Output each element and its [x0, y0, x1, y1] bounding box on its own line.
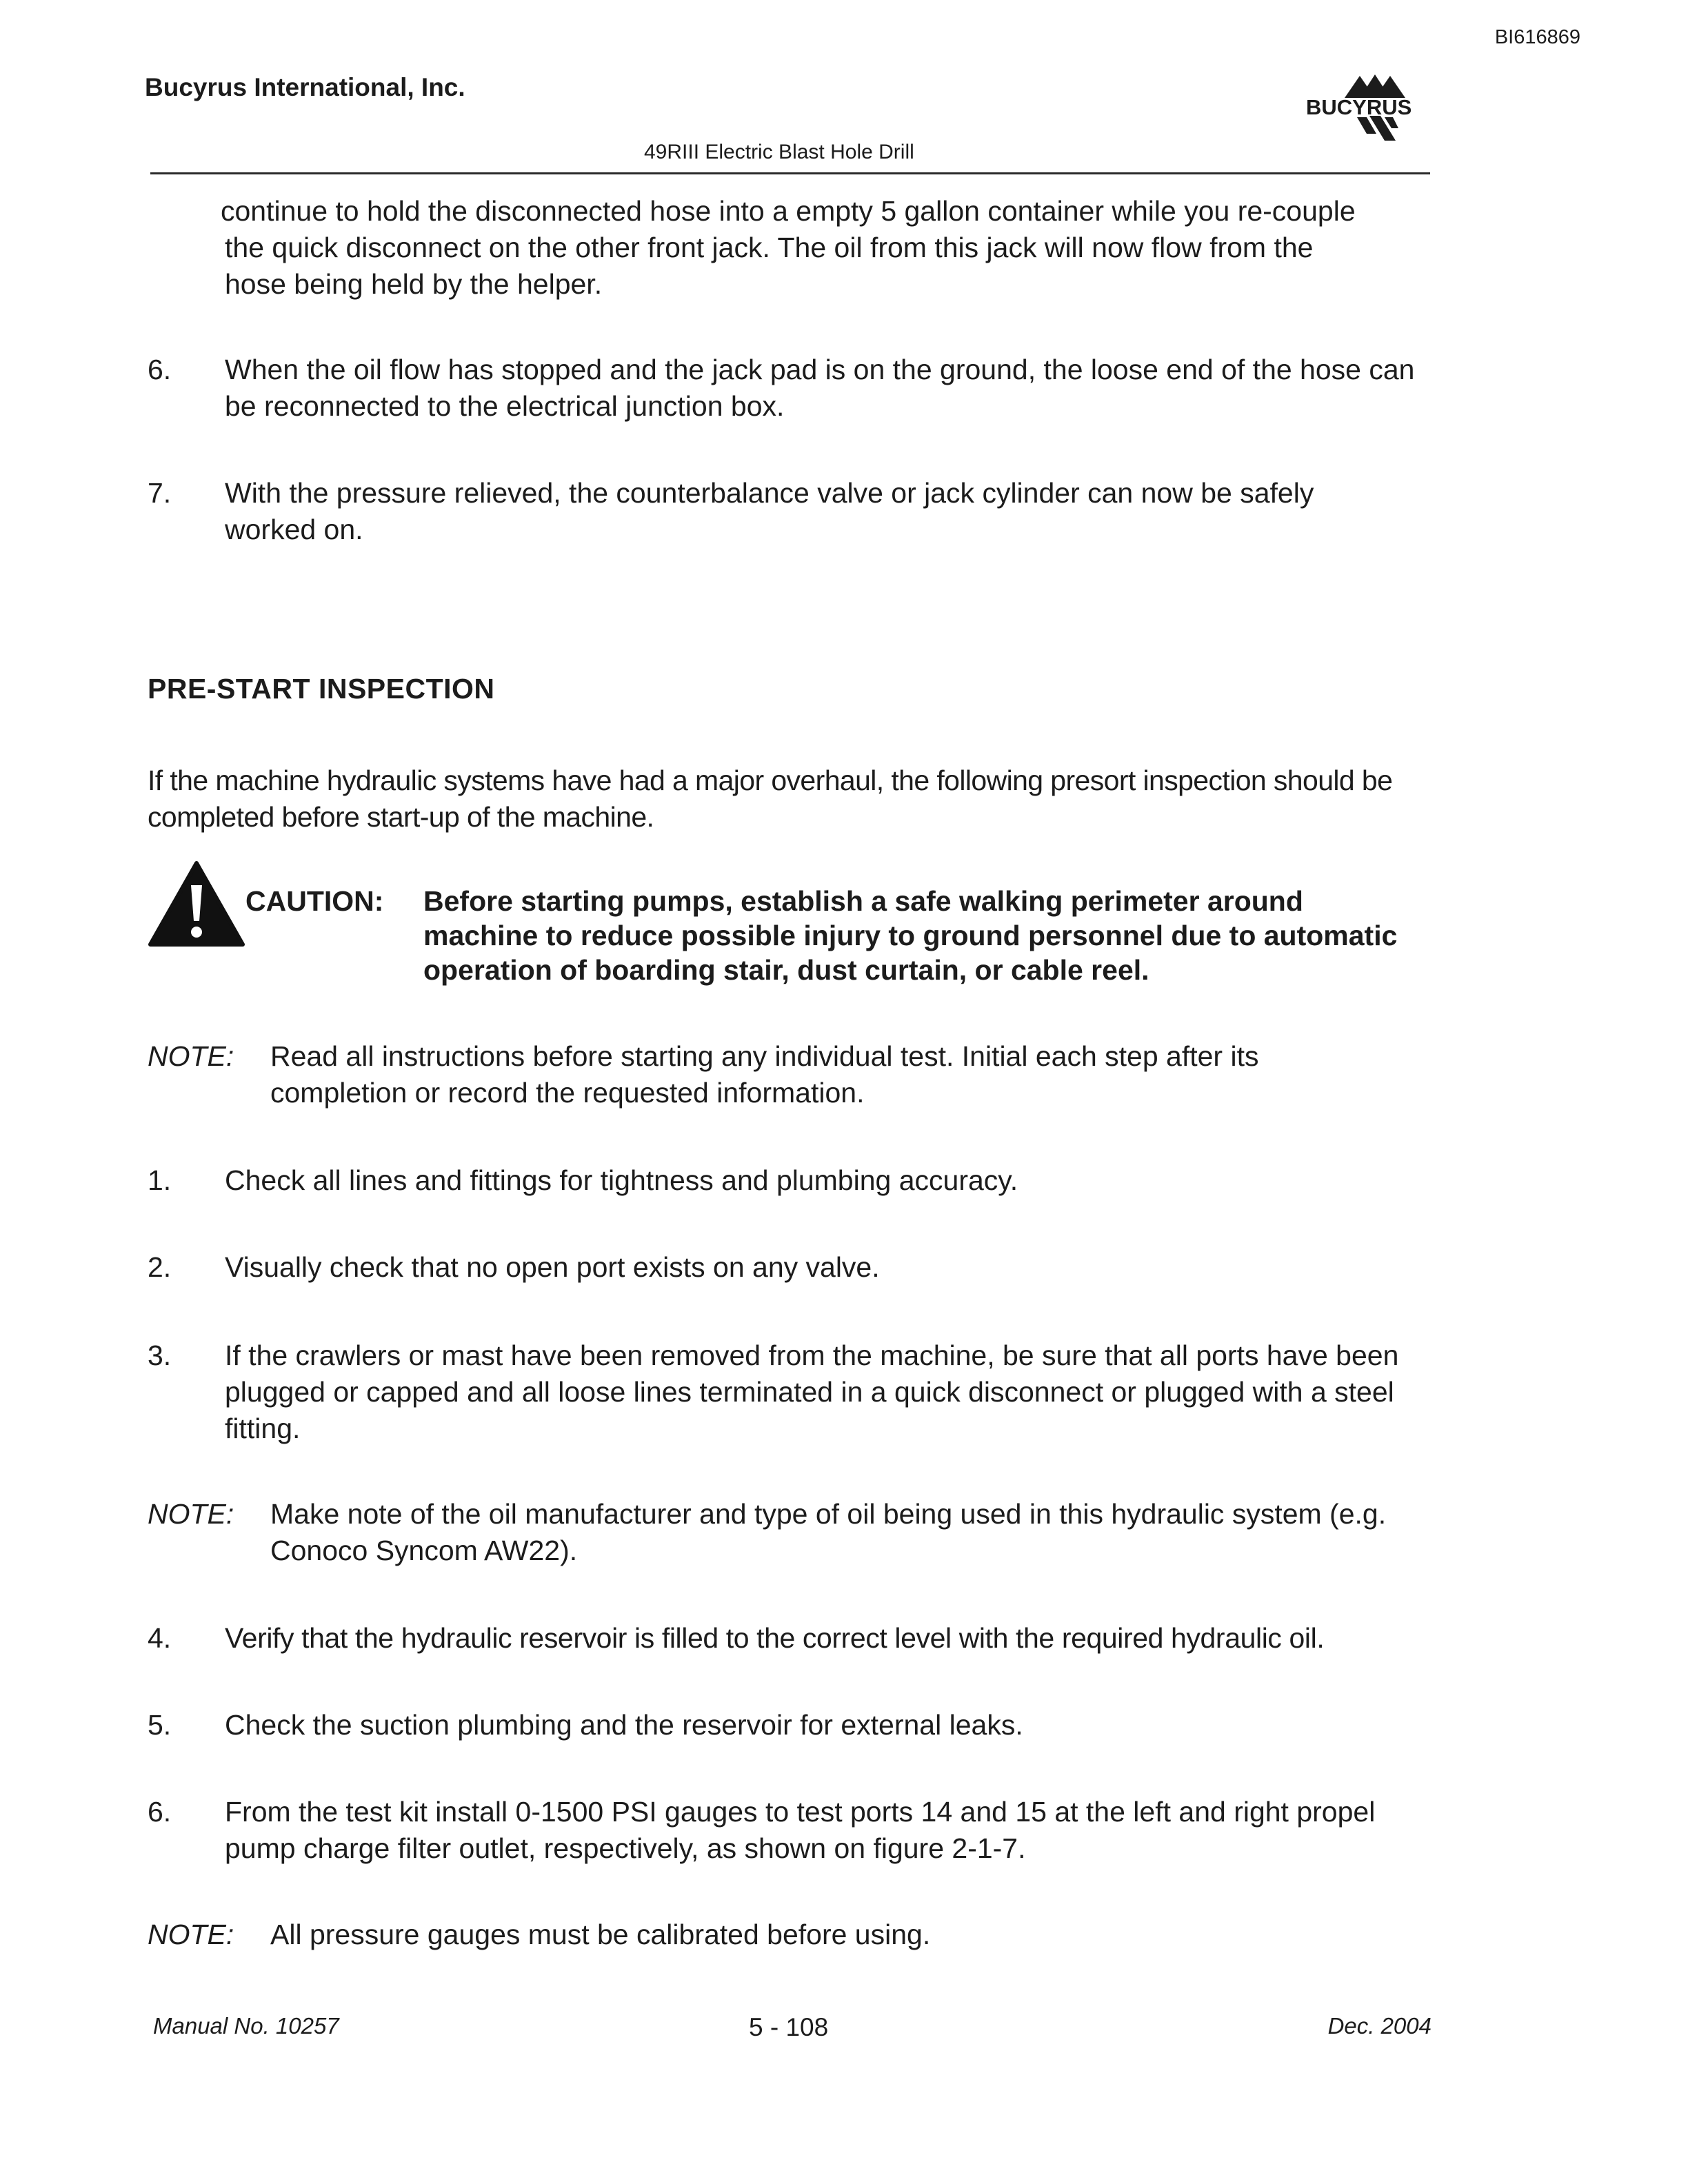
- step-text: From the test kit install 0-1500 PSI gauges to test ports 14 and 15 at the left and right propel pump charge filter outlet, respectively, as shown on figure 2-1-7.: [225, 1796, 1376, 1864]
- note-label: NOTE:: [148, 1040, 234, 1072]
- step-text: With the pressure relieved, the counterbalance valve or jack cylinder can now be safely worked on.: [225, 477, 1314, 545]
- continuation-line: the quick disconnect on the other front jack. The oil from this jack will now flow from the: [225, 232, 1314, 263]
- step-number: 6.: [148, 1796, 172, 1828]
- step-number: 6.: [148, 354, 172, 385]
- continuation-line: continue to hold the disconnected hose into a empty 5 gallon container while you re-couple: [221, 195, 1356, 227]
- footer-date: Dec. 2004: [1327, 2013, 1431, 2039]
- footer-manual-number: Manual No. 10257: [153, 2013, 339, 2039]
- caution-text: Before starting pumps, establish a safe walking perimeter around machine to reduce possible injury to ground personnel due to automatic operation of boarding stair, dust curtain, or cable reel.: [423, 885, 1398, 986]
- warning-triangle-icon: [148, 860, 245, 949]
- section-intro: If the machine hydraulic systems have had a major overhaul, the following presort inspection should be completed before start-up of the machine.: [148, 765, 1393, 833]
- footer-page-number: 5 - 108: [749, 2013, 829, 2041]
- step-text: Check the suction plumbing and the reservoir for external leaks.: [225, 1709, 1023, 1741]
- document-id: BI616869: [1494, 26, 1580, 48]
- step-text: Visually check that no open port exists on any valve.: [225, 1251, 880, 1283]
- step-text: If the crawlers or mast have been removed from the machine, be sure that all ports have been plugged or capped and all loose lines terminated in a quick disconnect or plugged with a steel fitting.: [225, 1339, 1399, 1444]
- step-number: 1.: [148, 1164, 172, 1196]
- document-subtitle: 49RIII Electric Blast Hole Drill: [644, 141, 914, 163]
- step-number: 4.: [148, 1622, 172, 1654]
- step-number: 3.: [148, 1339, 172, 1371]
- note-text: Read all instructions before starting any individual test. Initial each step after its completion or record the requested information.: [270, 1040, 1259, 1109]
- step-text: Verify that the hydraulic reservoir is filled to the correct level with the required hydraulic oil.: [225, 1622, 1325, 1654]
- step-text: When the oil flow has stopped and the jack pad is on the ground, the loose end of the hose can be reconnected to the electrical junction box.: [225, 354, 1415, 422]
- header-rule: [150, 172, 1430, 174]
- continuation-line: hose being held by the helper.: [225, 268, 603, 300]
- logo-wordmark: BUCYRUS: [1306, 95, 1412, 119]
- step-number: 2.: [148, 1251, 172, 1283]
- note-label: NOTE:: [148, 1498, 234, 1530]
- note-label: NOTE:: [148, 1919, 234, 1950]
- step-number: 7.: [148, 477, 172, 509]
- section-title: PRE-START INSPECTION: [148, 673, 495, 705]
- note-text: Make note of the oil manufacturer and type of oil being used in this hydraulic system (e.g. Conoco Syncom AW22).: [270, 1498, 1387, 1566]
- step-number: 5.: [148, 1709, 172, 1741]
- caution-label: CAUTION:: [245, 885, 384, 917]
- note-text: All pressure gauges must be calibrated before using.: [270, 1919, 931, 1950]
- company-name: Bucyrus International, Inc.: [145, 73, 465, 101]
- bucyrus-logo: [1303, 69, 1434, 152]
- step-text: Check all lines and fittings for tightness and plumbing accuracy.: [225, 1164, 1018, 1196]
